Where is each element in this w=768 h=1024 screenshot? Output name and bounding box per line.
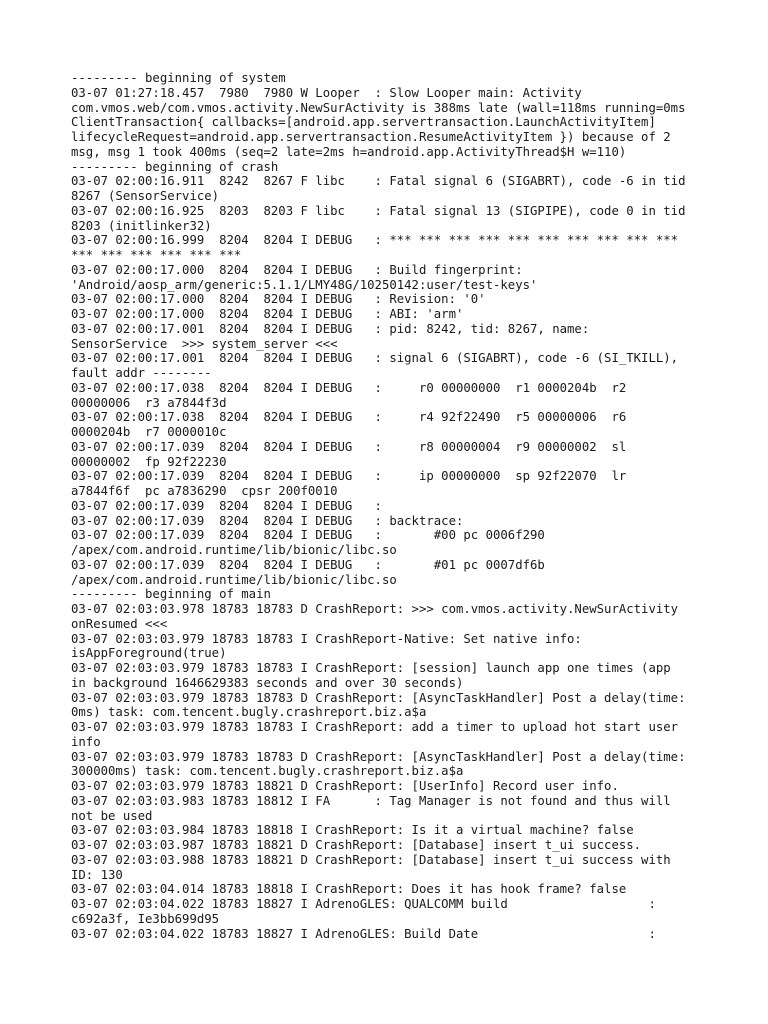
log-line: 03-07 02:03:03.979 18783 18783 D CrashReport: [AsyncTaskHandler] Post a delay(time:: [71, 690, 686, 705]
log-line: isAppForeground(true): [71, 646, 227, 661]
log-line: 00000006 r3 a7844f3d: [71, 395, 227, 410]
log-line: 8267 (SensorService): [71, 189, 220, 203]
log-line: 03-07 02:03:03.979 18783 18821 D CrashReport: [UserInfo] Record user info.: [71, 779, 619, 793]
log-line: --------- beginning of crash: [71, 159, 279, 174]
log-line: 03-07 02:03:03.987 18783 18821 D CrashReport: [Database] insert t_ui success.: [71, 838, 642, 852]
log-line: not be used: [71, 808, 153, 823]
log-line: ID: 130: [71, 867, 123, 882]
log-line: 0ms) task: com.tencent.bugly.crashreport.biz.a$a: [71, 705, 427, 720]
log-line: info: [71, 734, 101, 749]
log-line: 03-07 02:00:17.039 8204 8204 I DEBUG :: [71, 498, 382, 513]
log-line: 03-07 02:00:17.039 8204 8204 I DEBUG : #01 pc 0007df6b: [71, 557, 545, 572]
log-line: /apex/com.android.runtime/lib/bionic/libc.so: [71, 543, 397, 557]
log-line: 03-07 02:03:04.022 18783 18827 I AdrenoGLES: QUALCOMM build :: [71, 897, 656, 911]
log-line: ClientTransaction{ callbacks=[android.app.servertransaction.LaunchActivityItem]: [71, 115, 656, 130]
log-line: 03-07 02:03:03.979 18783 18783 D CrashReport: [AsyncTaskHandler] Post a delay(time:: [71, 749, 686, 764]
log-line: fault addr --------: [71, 366, 212, 380]
log-line: com.vmos.web/com.vmos.activity.NewSurActivity is 388ms late (wall=118ms running=0ms: [71, 100, 686, 115]
log-line: 8203 (initlinker32): [71, 218, 212, 233]
log-line: --------- beginning of system: [71, 71, 286, 85]
log-line: c692a3f, Ie3bb699d95: [71, 911, 220, 926]
log-line: in background 1646629383 seconds and over 30 seconds): [71, 675, 464, 690]
log-line: onResumed <<<: [71, 616, 168, 631]
document-page: [71, 71, 731, 941]
log-line: 03-07 02:03:03.979 18783 18783 I CrashReport: add a timer to upload hot start user: [71, 720, 679, 734]
log-line: 03-07 02:03:03.978 18783 18783 D CrashReport: >>> com.vmos.activity.NewSurActivity: [71, 602, 679, 616]
log-line: 00000002 fp 92f22230: [71, 454, 227, 469]
log-line: 03-07 02:03:03.983 18783 18812 I FA : Tag Manager is not found and thus will: [71, 793, 671, 808]
log-line: 03-07 02:00:17.000 8204 8204 I DEBUG : ABI: 'arm': [71, 307, 464, 321]
log-line: 03-07 02:00:17.039 8204 8204 I DEBUG : ip 00000000 sp 92f22070 lr: [71, 469, 627, 484]
log-line: 03-07 02:00:16.925 8203 8203 F libc : Fatal signal 13 (SIGPIPE), code 0 in tid: [71, 203, 686, 218]
log-line: 03-07 02:00:17.039 8204 8204 I DEBUG : r8 00000004 r9 00000002 sl: [71, 439, 627, 454]
log-text: [71, 71, 731, 941]
log-line: 03-07 02:00:16.999 8204 8204 I DEBUG : *** *** *** *** *** *** *** *** *** ***: [71, 233, 679, 248]
log-line: 03-07 02:00:17.001 8204 8204 I DEBUG : signal 6 (SIGABRT), code -6 (SI_TKILL),: [71, 351, 679, 366]
log-line: 03-07 02:03:03.979 18783 18783 I CrashReport-Native: Set native info:: [71, 631, 582, 646]
log-line: 03-07 02:00:17.039 8204 8204 I DEBUG : backtrace:: [71, 513, 464, 528]
log-line: 03-07 02:03:03.979 18783 18783 I CrashReport: [session] launch app one times (app: [71, 661, 671, 675]
log-line: 'Android/aosp_arm/generic:5.1.1/LMY48G/10250142:user/test-keys': [71, 277, 538, 292]
log-line: /apex/com.android.runtime/lib/bionic/libc.so: [71, 572, 397, 587]
log-line: 03-07 02:03:04.022 18783 18827 I AdrenoGLES: Build Date :: [71, 926, 656, 941]
log-line: 03-07 02:00:17.000 8204 8204 I DEBUG : Build fingerprint:: [71, 262, 523, 277]
log-line: 03-07 02:03:03.984 18783 18818 I CrashReport: Is it a virtual machine? false: [71, 823, 634, 838]
log-line: 03-07 02:03:03.988 18783 18821 D CrashReport: [Database] insert t_ui success with: [71, 852, 671, 867]
log-line: 03-07 02:03:04.014 18783 18818 I CrashReport: Does it has hook frame? false: [71, 882, 627, 897]
log-line: 03-07 02:00:17.039 8204 8204 I DEBUG : #00 pc 0006f290: [71, 528, 545, 543]
log-line: 03-07 02:00:16.911 8242 8267 F libc : Fatal signal 6 (SIGABRT), code -6 in tid: [71, 174, 686, 189]
log-line: --------- beginning of main: [71, 587, 271, 602]
log-line: 03-07 02:00:17.038 8204 8204 I DEBUG : r4 92f22490 r5 00000006 r6: [71, 410, 627, 425]
log-line: 03-07 02:00:17.000 8204 8204 I DEBUG : Revision: '0': [71, 292, 486, 307]
log-line: 0000204b r7 0000010c: [71, 425, 227, 439]
log-line: 03-07 01:27:18.457 7980 7980 W Looper : Slow Looper main: Activity: [71, 85, 582, 100]
log-line: SensorService >>> system_server <<<: [71, 336, 338, 351]
log-line: *** *** *** *** *** ***: [71, 248, 242, 262]
log-line: lifecycleRequest=android.app.servertransaction.ResumeActivityItem }) because of 2: [71, 130, 671, 144]
log-line: a7844f6f pc a7836290 cpsr 200f0010: [71, 484, 338, 498]
log-line: msg, msg 1 took 400ms (seq=2 late=2ms h=android.app.ActivityThread$H w=110): [71, 144, 627, 159]
log-line: 300000ms) task: com.tencent.bugly.crashreport.biz.a$a: [71, 764, 464, 779]
log-line: 03-07 02:00:17.001 8204 8204 I DEBUG : pid: 8242, tid: 8267, name:: [71, 321, 590, 336]
log-line: 03-07 02:00:17.038 8204 8204 I DEBUG : r0 00000000 r1 0000204b r2: [71, 380, 627, 395]
